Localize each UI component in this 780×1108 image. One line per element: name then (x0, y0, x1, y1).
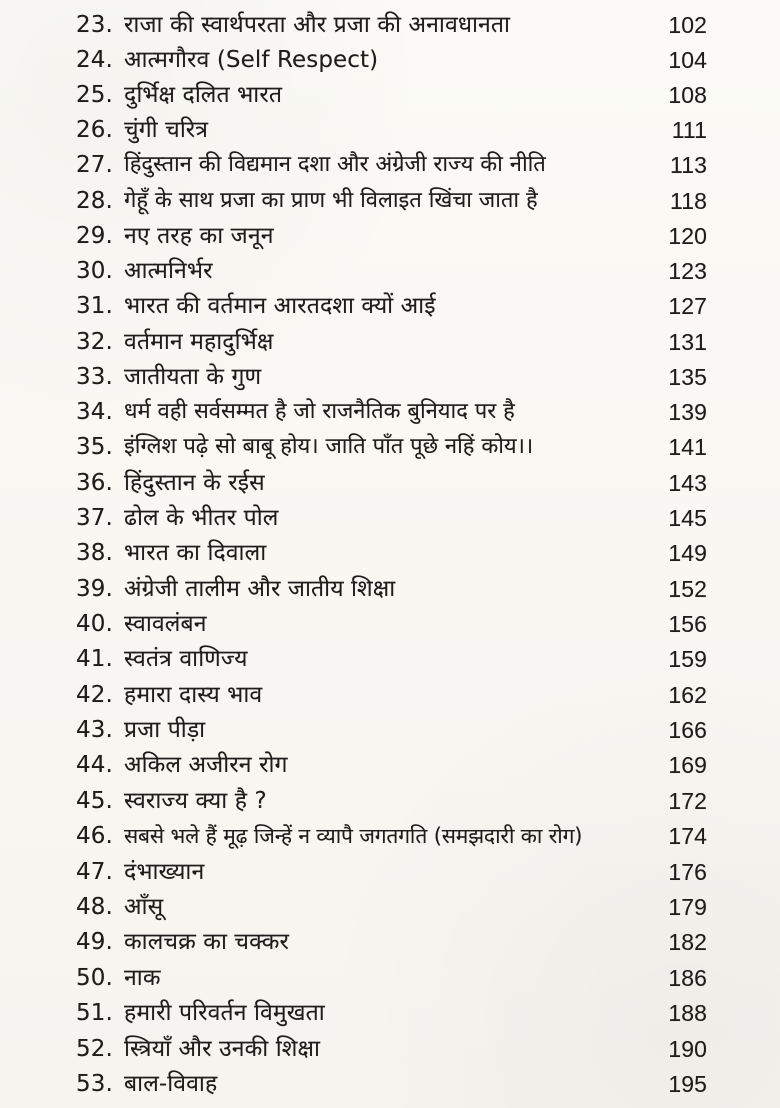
entry-number: 26. (76, 117, 113, 143)
entry-number: 41. (76, 646, 113, 672)
toc-entry (0, 890, 780, 924)
entry-page-number: 166 (668, 717, 707, 743)
entry-number: 37. (76, 505, 113, 531)
entry-title: नए तरह का जनून (124, 223, 274, 249)
entry-title: हिंदुस्तान की विद्यमान दशा और अंग्रेजी राज्य की नीति (124, 152, 546, 177)
entry-page-number: 139 (668, 399, 707, 425)
entry-page-number: 118 (670, 188, 707, 214)
entry-number: 23. (76, 12, 113, 38)
toc-entry (0, 678, 780, 712)
entry-page-number: 195 (668, 1071, 707, 1097)
entry-page-number: 143 (668, 470, 707, 496)
entry-title: हिंदुस्तान के रईस (124, 470, 265, 496)
entry-number: 48. (76, 894, 113, 920)
toc-entry (0, 501, 780, 535)
entry-page-number: 135 (668, 364, 707, 390)
toc-entry (0, 148, 780, 182)
entry-number: 28. (76, 188, 113, 214)
entry-title: आत्मनिर्भर (124, 258, 213, 284)
entry-title: स्वावलंबन (124, 611, 207, 637)
toc-entry (0, 536, 780, 570)
entry-number: 46. (76, 823, 113, 849)
entry-title: बाल-विवाह (124, 1071, 218, 1097)
toc-entry (0, 572, 780, 606)
entry-title: धर्म वही सर्वसम्मत है जो राजनैतिक बुनियाद पर है (124, 399, 515, 424)
entry-title: स्त्रियाँ और उनकी शिक्षा (124, 1036, 321, 1062)
toc-entry (0, 289, 780, 323)
entry-page-number: 104 (668, 47, 707, 73)
entry-number: 24. (76, 47, 113, 73)
entry-page-number: 120 (668, 223, 707, 249)
entry-page-number: 174 (668, 823, 707, 849)
entry-page-number: 188 (668, 1000, 707, 1026)
entry-page-number: 149 (668, 540, 707, 566)
entry-title: दुर्भिक्ष दलित भारत (124, 82, 283, 108)
entry-number: 38. (76, 540, 113, 566)
entry-page-number: 131 (668, 329, 707, 355)
entry-number: 42. (76, 682, 113, 708)
entry-number: 34. (76, 399, 113, 425)
entry-number: 53. (76, 1071, 113, 1097)
entry-page-number: 123 (668, 258, 707, 284)
toc-entry (0, 254, 780, 288)
toc-entry (0, 113, 780, 147)
toc-entry (0, 925, 780, 959)
toc-entry (0, 430, 780, 464)
toc-entry (0, 713, 780, 747)
entry-title: हमारा दास्य भाव (124, 682, 263, 708)
entry-title: वर्तमान महादुर्भिक्ष (124, 329, 274, 355)
entry-number: 52. (76, 1036, 113, 1062)
entry-number: 33. (76, 364, 113, 390)
entry-number: 35. (76, 434, 113, 460)
toc-entry (0, 996, 780, 1030)
entry-number: 39. (76, 576, 113, 602)
entry-page-number: 113 (670, 152, 707, 178)
entry-title: स्वराज्य क्या है ? (124, 788, 267, 814)
toc-entry (0, 855, 780, 889)
toc-entry (0, 466, 780, 500)
entry-title: अंग्रेजी तालीम और जातीय शिक्षा (124, 576, 396, 602)
toc-entry (0, 8, 780, 42)
entry-page-number: 176 (668, 859, 707, 885)
entry-title: अकिल अजीरन रोग (124, 752, 288, 778)
toc-entry (0, 360, 780, 394)
entry-number: 44. (76, 752, 113, 778)
toc-entry (0, 1032, 780, 1066)
entry-page-number: 102 (668, 12, 707, 38)
entry-page-number: 190 (668, 1036, 707, 1062)
toc-entry (0, 784, 780, 818)
entry-title: दंभाख्यान (124, 859, 205, 885)
entry-title: राजा की स्वार्थपरता और प्रजा की अनावधानता (124, 12, 511, 38)
toc-entry (0, 819, 780, 853)
toc-entry (0, 1067, 780, 1101)
toc-entry (0, 78, 780, 112)
entry-number: 31. (76, 293, 113, 319)
toc-entry (0, 607, 780, 641)
toc-entry (0, 325, 780, 359)
entry-title: कालचक्र का चक्कर (124, 929, 290, 955)
entry-number: 30. (76, 258, 113, 284)
entry-number: 47. (76, 859, 113, 885)
entry-title: आँसू (124, 894, 164, 920)
entry-number: 50. (76, 965, 113, 991)
entry-page-number: 156 (668, 611, 707, 637)
entry-title: आत्मगौरव (Self Respect) (124, 47, 379, 73)
entry-number: 27. (76, 152, 113, 178)
toc-entry (0, 219, 780, 253)
entry-page-number: 179 (668, 894, 707, 920)
entry-number: 43. (76, 717, 113, 743)
entry-title: गेहूँ के साथ प्रजा का प्राण भी विलाइत खिंचा जाता है (124, 188, 538, 213)
entry-page-number: 162 (668, 682, 707, 708)
entry-page-number: 145 (668, 505, 707, 531)
entry-number: 51. (76, 1000, 113, 1026)
entry-number: 49. (76, 929, 113, 955)
entry-title: हमारी परिवर्तन विमुखता (124, 1000, 325, 1026)
entry-number: 32. (76, 329, 113, 355)
entry-title: चुंगी चरित्र (124, 117, 209, 143)
toc-entry (0, 395, 780, 429)
entry-title: इंग्लिश पढ़े सो बाबू होय। जाति पाँत पूछे नहिं कोय।। (124, 434, 534, 459)
entry-title: स्वतंत्र वाणिज्य (124, 646, 248, 672)
entry-page-number: 141 (668, 434, 707, 460)
entry-number: 40. (76, 611, 113, 637)
toc-entry (0, 184, 780, 218)
entry-page-number: 152 (668, 576, 707, 602)
entry-page-number: 159 (668, 646, 707, 672)
entry-page-number: 186 (668, 965, 707, 991)
entry-page-number: 172 (668, 788, 707, 814)
entry-number: 29. (76, 223, 113, 249)
entry-title: भारत की वर्तमान आरतदशा क्यों आई (124, 293, 436, 319)
entry-page-number: 182 (668, 929, 707, 955)
toc-entry (0, 748, 780, 782)
toc-entry (0, 642, 780, 676)
entry-number: 45. (76, 788, 113, 814)
entry-page-number: 108 (668, 82, 707, 108)
entry-title: जातीयता के गुण (124, 364, 262, 390)
toc-entry (0, 43, 780, 77)
entry-title: सबसे भले हैं मूढ़ जिन्हें न व्यापै जगतगति (समझदारी का रोग) (124, 824, 583, 848)
entry-title: प्रजा पीड़ा (124, 717, 206, 743)
toc-entry (0, 961, 780, 995)
entry-title: नाक (124, 965, 161, 991)
entry-page-number: 169 (668, 752, 707, 778)
entry-title: भारत का दिवाला (124, 540, 267, 566)
entry-page-number: 111 (671, 117, 707, 143)
entry-page-number: 127 (668, 293, 707, 319)
entry-title: ढोल के भीतर पोल (124, 505, 279, 531)
entry-number: 25. (76, 82, 113, 108)
entry-number: 36. (76, 470, 113, 496)
